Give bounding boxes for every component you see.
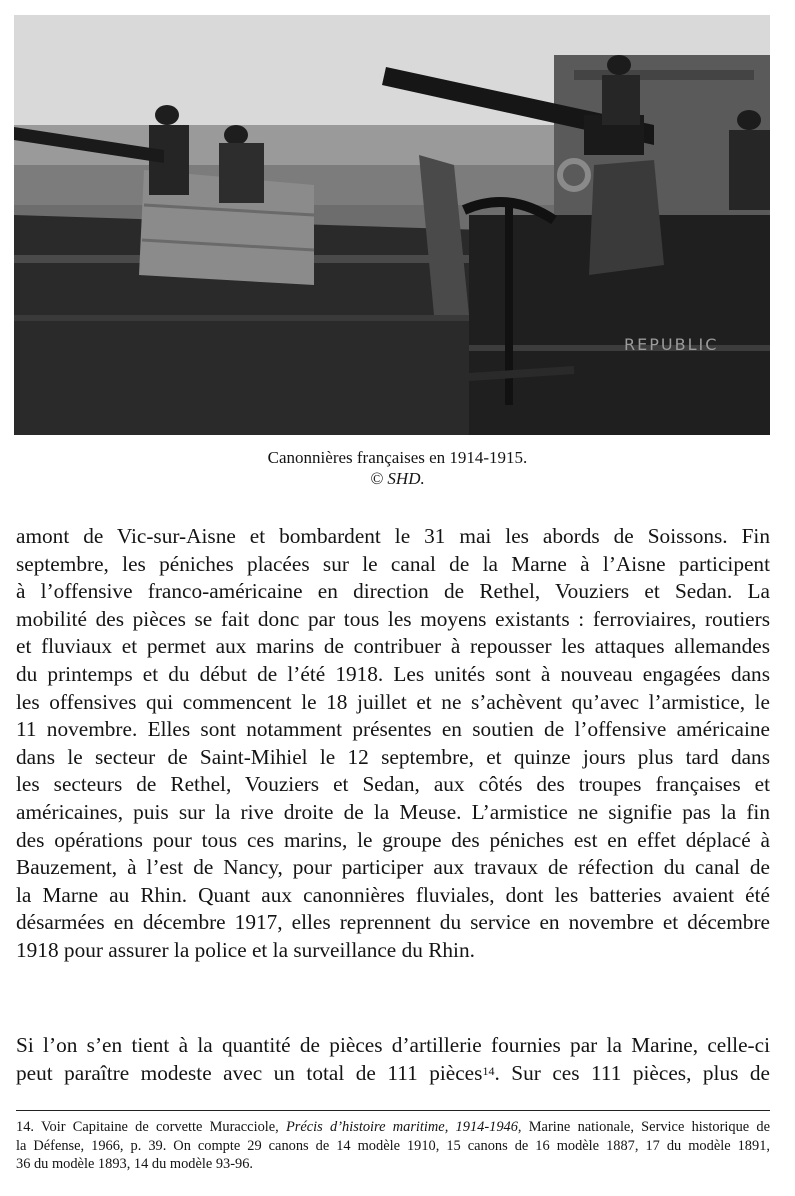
text-line: 11 novembre. Elles sont notamment présentes en soutien de l’offensive américaine — [16, 717, 770, 742]
hull-lettering: REPUBLIC — [624, 335, 719, 354]
text-line: des opérations pour tous ces marins, le groupe des péniches est en effet déplacé à — [16, 827, 770, 852]
gunboat-photograph — [14, 15, 770, 435]
text-line: américaines, puis sur la rive droite de la Meuse. L’armistice ne signifie pas la fin — [16, 799, 770, 824]
text-line: 1918 pour assurer la police et la surveillance du Rhin. — [16, 937, 475, 962]
text-line: amont de Vic-sur-Aisne et bombardent le 31 mai les abords de Soissons. Fin — [16, 524, 770, 548]
text-line: Si l’on s’en tient à la quantité de pièces d’artillerie fournies par la Marine, celle-ci — [16, 1033, 770, 1057]
footnote-reference[interactable]: 14 — [482, 1063, 495, 1078]
footnote-text: , Marine nationale, Service historique de — [517, 1119, 770, 1135]
text-fragment: . Sur ces 111 pièces, plus de — [494, 1060, 770, 1085]
text-line: Bauzement, à l’est de Nancy, pour participer aux travaux de réfection du canal de — [16, 855, 770, 880]
text-line: désarmées en décembre 1917, elles reprennent du service en novembre et décembre — [16, 910, 770, 935]
text-line: les secteurs de Rethel, Vouziers et Sedan, aux côtés des troupes françaises et — [16, 772, 770, 797]
text-line — [16, 1060, 770, 1088]
text-line: dans le secteur de Saint-Mihiel le 12 septembre, et quinze jours plus tard dans — [16, 744, 770, 769]
text-line: les offensives qui commencent le 18 juillet et ne s’achèvent qu’avec l’armistice, le — [16, 689, 770, 714]
figure-caption: Canonnières françaises en 1914-1915. — [267, 448, 528, 467]
text-line: à l’offensive franco-américaine en direction de Rethel, Vouziers et Sedan. La — [16, 579, 770, 604]
text-line: du printemps et du début de l’été 1918. Les unités sont à nouveau engagées dans — [16, 661, 770, 686]
gunboat-photo-drawing — [14, 15, 770, 435]
text-line: mobilité des pièces se fait donc par tous les moyens existants : ferroviaires, routiers — [16, 606, 770, 631]
footnote-line: la Défense, 1966, p. 39. On compte 29 canons de 14 modèle 1910, 15 canons de 16 modèle 1887, 17 du modèle 1891, — [16, 1137, 770, 1154]
paragraph-2 — [16, 1032, 770, 1087]
footnote-divider — [16, 1110, 770, 1111]
text-line: la Marne au Rhin. Quant aux canonnières fluviales, dont les batteries avaient été — [16, 882, 770, 907]
text-fragment: peut paraître modeste avec un total de 111 pièces — [16, 1060, 483, 1085]
footnote-line: 36 du modèle 1893, 14 du modèle 93-96. — [16, 1156, 254, 1172]
footnote-text: 14. Voir Capitaine de corvette Muracciole, — [16, 1119, 287, 1135]
footnote-line — [16, 1118, 770, 1137]
text-line: septembre, les péniches placées sur le canal de la Marne à l’Aisne participent — [16, 551, 770, 576]
text-line: et fluviaux et permet aux marins de contribuer à repousser les attaques allemandes — [16, 634, 770, 659]
footnote-14 — [16, 1118, 770, 1174]
figure-credit: © SHD. — [370, 469, 425, 488]
footnote-book-title: Précis d’histoire maritime, 1914-1946 — [286, 1119, 518, 1135]
paragraph-1 — [16, 523, 770, 965]
